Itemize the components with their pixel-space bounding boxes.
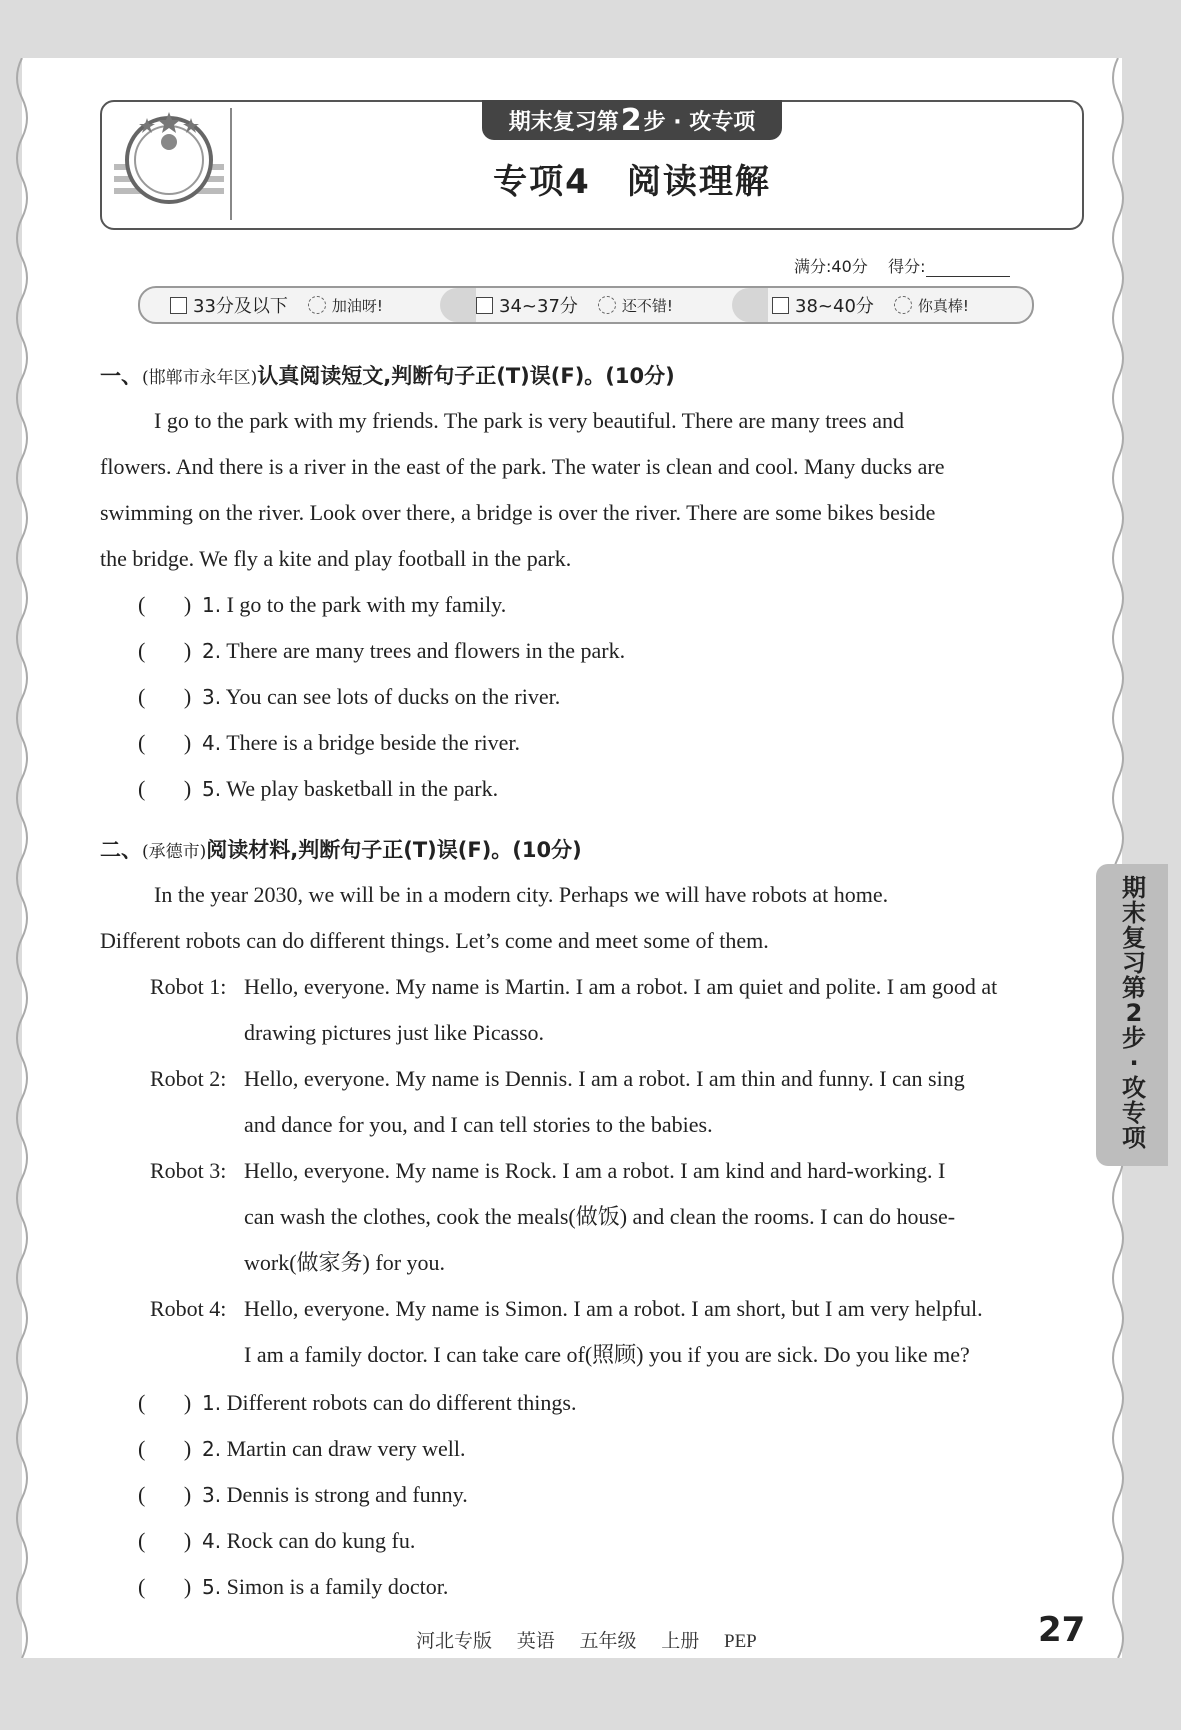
question-item: ( ) 3. Dennis is strong and funny. bbox=[138, 1482, 468, 1507]
step-number: 2 bbox=[620, 102, 642, 138]
question-item: ( ) 4. There is a bridge beside the river. bbox=[138, 730, 521, 755]
face-icon bbox=[598, 296, 616, 314]
wavy-border-right bbox=[1108, 58, 1130, 1658]
answer-blank[interactable]: ( ) bbox=[138, 1482, 192, 1507]
robot-name: Robot 3: bbox=[150, 1158, 227, 1183]
grade-divider bbox=[732, 288, 768, 322]
section2-prefix: 二、 bbox=[100, 838, 142, 862]
section1-instruction: 认真阅读短文,判断句子正(T)误(F)。(10分) bbox=[257, 364, 675, 388]
grade-message: 你真棒! bbox=[917, 296, 969, 315]
passage-line: swimming on the river. Look over there, a bridge is over the river. There are some bikes beside bbox=[100, 500, 936, 525]
page-number: 27 bbox=[1038, 1610, 1086, 1650]
header-box bbox=[100, 100, 1084, 230]
page-title: 专项4 阅读理解 bbox=[493, 162, 771, 202]
intro-line: Different robots can do different things. Let’s come and meet some of them. bbox=[100, 928, 769, 953]
answer-blank[interactable]: ( ) bbox=[138, 1390, 192, 1415]
brand-logo bbox=[110, 108, 228, 220]
robot-entry: Robot 1: Hello, everyone. My name is Martin. I am a robot. I am quiet and polite. I am good at drawing pictures just like Picasso. bbox=[150, 964, 1080, 1056]
section1-source: (邯郸市永年区) bbox=[142, 368, 258, 388]
grade-item-high bbox=[772, 290, 969, 320]
face-icon bbox=[308, 296, 326, 314]
question-item: ( ) 5. We play basketball in the park. bbox=[138, 776, 499, 801]
robot-name: Robot 4: bbox=[150, 1296, 227, 1321]
answer-blank[interactable]: ( ) bbox=[138, 776, 192, 801]
logo-divider bbox=[230, 108, 232, 220]
robot-name: Robot 1: bbox=[150, 974, 227, 999]
question-item: ( ) 2. Martin can draw very well. bbox=[138, 1436, 466, 1461]
section2-heading bbox=[100, 834, 582, 864]
wavy-border-left bbox=[10, 58, 32, 1658]
grade-range: 34~37分 bbox=[499, 296, 578, 317]
question-item: ( ) 5. Simon is a family doctor. bbox=[138, 1574, 449, 1599]
grade-range: 33分及以下 bbox=[193, 296, 288, 317]
grade-message: 还不错! bbox=[621, 296, 673, 315]
full-score: 满分:40分 bbox=[794, 257, 868, 276]
robot-entry: Robot 3: Hello, everyone. My name is Rock. I am a robot. I am kind and hard-working. I can wash the clothes, cook the meals(做饭) and clean the rooms. I can do house- work(做家务) for you. bbox=[150, 1148, 1080, 1286]
section2-source: (承德市) bbox=[142, 842, 207, 862]
robot-name: Robot 2: bbox=[150, 1066, 227, 1091]
answer-blank[interactable]: ( ) bbox=[138, 1574, 192, 1599]
step-suffix: 步 · 攻专项 bbox=[643, 109, 756, 135]
question-item: ( ) 4. Rock can do kung fu. bbox=[138, 1528, 416, 1553]
section2-instruction: 阅读材料,判断句子正(T)误(F)。(10分) bbox=[206, 838, 582, 862]
step-prefix: 期末复习第 bbox=[508, 109, 619, 135]
score-blank[interactable] bbox=[926, 262, 1010, 277]
answer-blank[interactable]: ( ) bbox=[138, 730, 192, 755]
score-line bbox=[794, 254, 1010, 277]
robot-entry: Robot 4: Hello, everyone. My name is Simon. I am a robot. I am short, but I am very helpful. I am a family doctor. I can take care of(照顾) you if you are sick. Do you like me? bbox=[150, 1286, 1080, 1378]
grade-checkbox[interactable] bbox=[476, 297, 493, 314]
grade-range: 38~40分 bbox=[795, 296, 874, 317]
question-item: ( ) 3. You can see lots of ducks on the river. bbox=[138, 684, 561, 709]
footer-info: 河北专版 英语 五年级 上册 PEP bbox=[416, 1631, 757, 1652]
score-label: 得分: bbox=[888, 257, 926, 276]
section1-prefix: 一、 bbox=[100, 364, 142, 388]
section1-passage bbox=[100, 398, 1080, 582]
side-tab bbox=[1096, 864, 1168, 1166]
answer-blank[interactable]: ( ) bbox=[138, 1528, 192, 1553]
grade-divider bbox=[440, 288, 476, 322]
section2-intro bbox=[100, 872, 1080, 964]
grade-message: 加油呀! bbox=[331, 296, 383, 315]
robot-entry: Robot 2: Hello, everyone. My name is Dennis. I am a robot. I am thin and funny. I can sing and dance for you, and I can tell stories to the babies. bbox=[150, 1056, 1080, 1148]
question-item: ( ) 1. Different robots can do different things. bbox=[138, 1390, 577, 1415]
intro-line: In the year 2030, we will be in a modern city. Perhaps we will have robots at home. bbox=[154, 882, 889, 907]
question-item: ( ) 1. I go to the park with my family. bbox=[138, 592, 507, 617]
side-tab-label: 期末复习第2步·攻专项 bbox=[1122, 874, 1146, 1152]
question-item: ( ) 2. There are many trees and flowers in the park. bbox=[138, 638, 626, 663]
answer-blank[interactable]: ( ) bbox=[138, 1436, 192, 1461]
answer-blank[interactable]: ( ) bbox=[138, 684, 192, 709]
passage-line: I go to the park with my friends. The park is very beautiful. There are many trees and bbox=[154, 408, 904, 433]
step-banner bbox=[482, 100, 782, 140]
grade-bar bbox=[138, 286, 1034, 324]
answer-blank[interactable]: ( ) bbox=[138, 638, 192, 663]
section1-heading bbox=[100, 360, 675, 390]
face-icon bbox=[894, 296, 912, 314]
grade-checkbox[interactable] bbox=[170, 297, 187, 314]
grade-checkbox[interactable] bbox=[772, 297, 789, 314]
passage-line: the bridge. We fly a kite and play football in the park. bbox=[100, 546, 572, 571]
grade-item-mid bbox=[476, 290, 673, 320]
answer-blank[interactable]: ( ) bbox=[138, 592, 192, 617]
passage-line: flowers. And there is a river in the east of the park. The water is clean and cool. Many ducks are bbox=[100, 454, 945, 479]
grade-item-low bbox=[170, 290, 383, 320]
